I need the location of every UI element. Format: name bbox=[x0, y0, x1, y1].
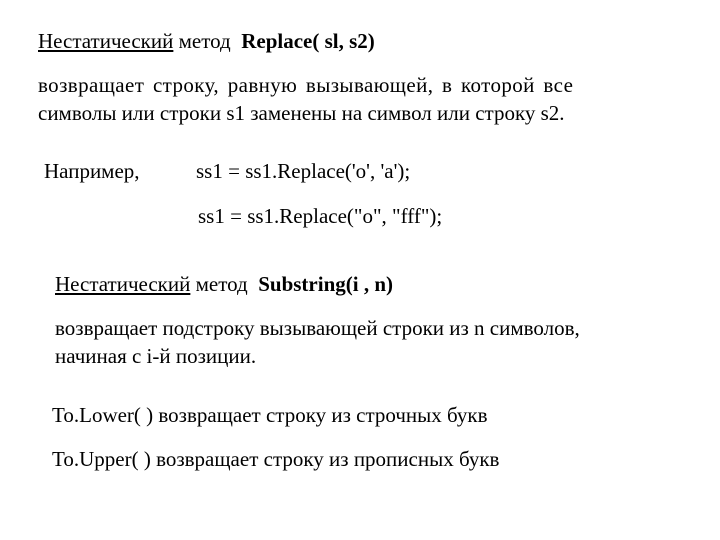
example-code-1: ss1 = ss1.Replace('o', 'a'); bbox=[196, 159, 411, 183]
example-label: Например, bbox=[44, 159, 140, 183]
replace-desc-line2: символы или строки s1 заменены на символ или строку s2. bbox=[38, 101, 565, 125]
toupper-line bbox=[52, 446, 499, 472]
substring-heading bbox=[55, 271, 393, 297]
substring-heading-signature: Substring(i , n) bbox=[258, 272, 394, 296]
replace-heading-signature: Replace( sl, s2) bbox=[241, 29, 375, 53]
toupper-method: To.Upper( ) bbox=[52, 447, 151, 471]
substring-heading-nonstatic: Нестатический bbox=[55, 272, 191, 296]
substring-desc-line2: начиная с i-й позиции. bbox=[55, 344, 257, 368]
toupper-desc: возвращает строку из прописных букв bbox=[150, 447, 500, 471]
example-code-2: ss1 = ss1.Replace("o", "fff"); bbox=[198, 204, 443, 228]
replace-desc-line1: возвращает строку, равную вызывающей, в которой все bbox=[38, 73, 574, 97]
tolower-method: To.Lower( ) bbox=[52, 403, 154, 427]
tolower-desc: возвращает строку из строчных букв bbox=[153, 403, 488, 427]
replace-heading-method-word: метод bbox=[173, 29, 242, 53]
substring-desc-line1: возвращает подстроку вызывающей строки из n символов, bbox=[55, 316, 580, 340]
replace-heading bbox=[38, 28, 375, 54]
substring-heading-method-word: метод bbox=[190, 272, 259, 296]
tolower-line bbox=[52, 402, 488, 428]
replace-heading-nonstatic: Нестатический bbox=[38, 29, 174, 53]
